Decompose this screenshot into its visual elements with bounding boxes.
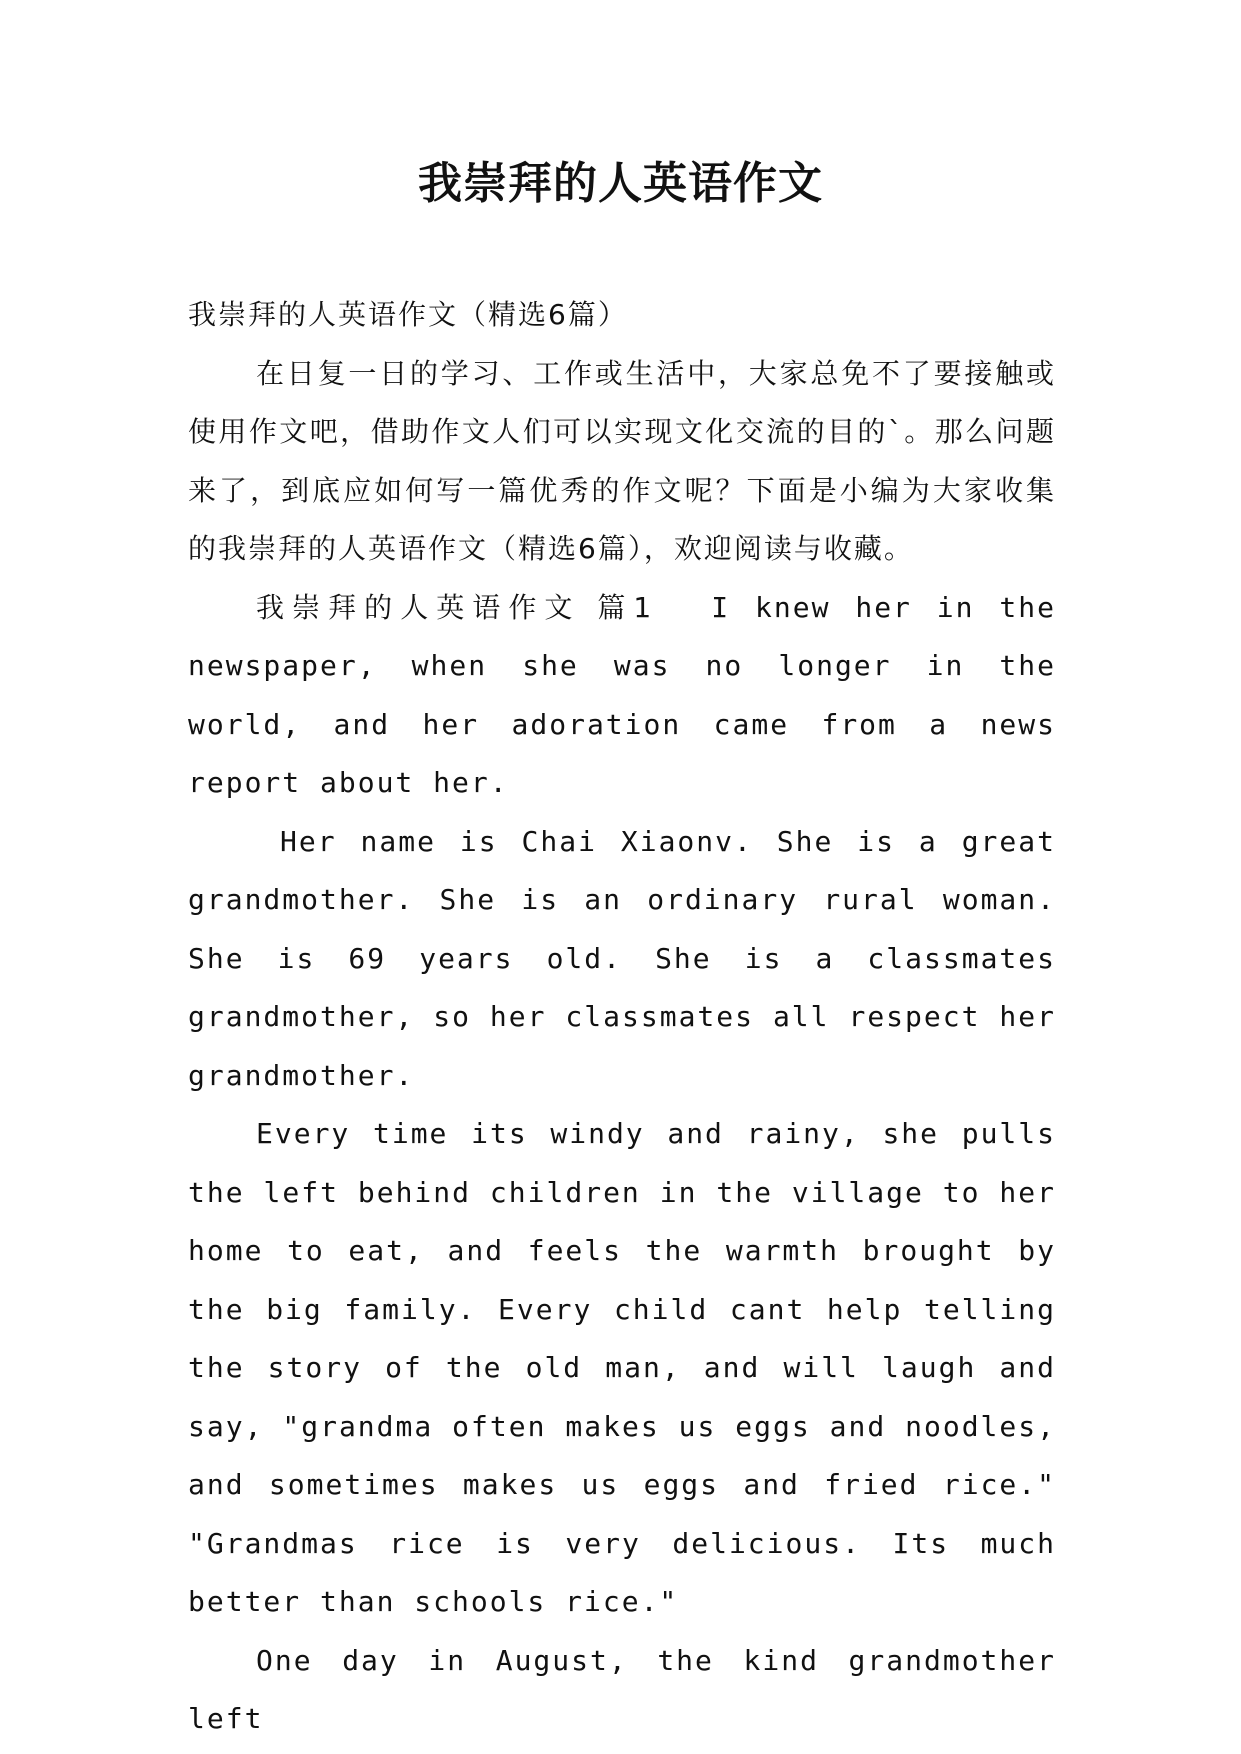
- essay-1-first-paragraph: [188, 579, 1056, 813]
- essay-1-paragraph-4: One day in August, the kind grandmother left: [188, 1643, 1056, 1735]
- essay-1-heading: 我崇拜的人英语作文 篇1: [256, 590, 654, 624]
- document-title: 我崇拜的人英语作文: [418, 158, 823, 209]
- document-body: [188, 286, 1056, 1749]
- document-subtitle: 我崇拜的人英语作文（精选6篇）: [188, 298, 628, 331]
- essay-1-paragraph-2: Her name is Chai Xiaonv. She is a great grandmother. She is an ordinary rural woman. She is 69 years old. She is a classmates grandmother, so her classmates all respect her grandmother.: [188, 824, 1056, 1092]
- intro-paragraph: 在日复一日的学习、工作或生活中，大家总免不了要接触或使用作文吧，借助作文人们可以实现文化交流的目的`。那么问题来了，到底应如何写一篇优秀的作文呢？下面是小编为大家收集的我崇拜的人英语作文（精选6篇），欢迎阅读与收藏。: [188, 356, 1056, 565]
- essay-1-paragraph-1: I knew her in the newspaper, when she was no longer in the world, and her adoration came from a news report about her.: [188, 590, 1056, 799]
- essay-1-paragraph-3: Every time its windy and rainy, she pulls the left behind children in the village to her home to eat, and feels the warmth brought by the big family. Every child cant help telling the story of the old man, and will laugh and say, "grandma often makes us eggs and noodles, and sometimes makes us eggs and fried rice." "Grandmas rice is very delicious. Its much better than schools rice.": [188, 1117, 1056, 1618]
